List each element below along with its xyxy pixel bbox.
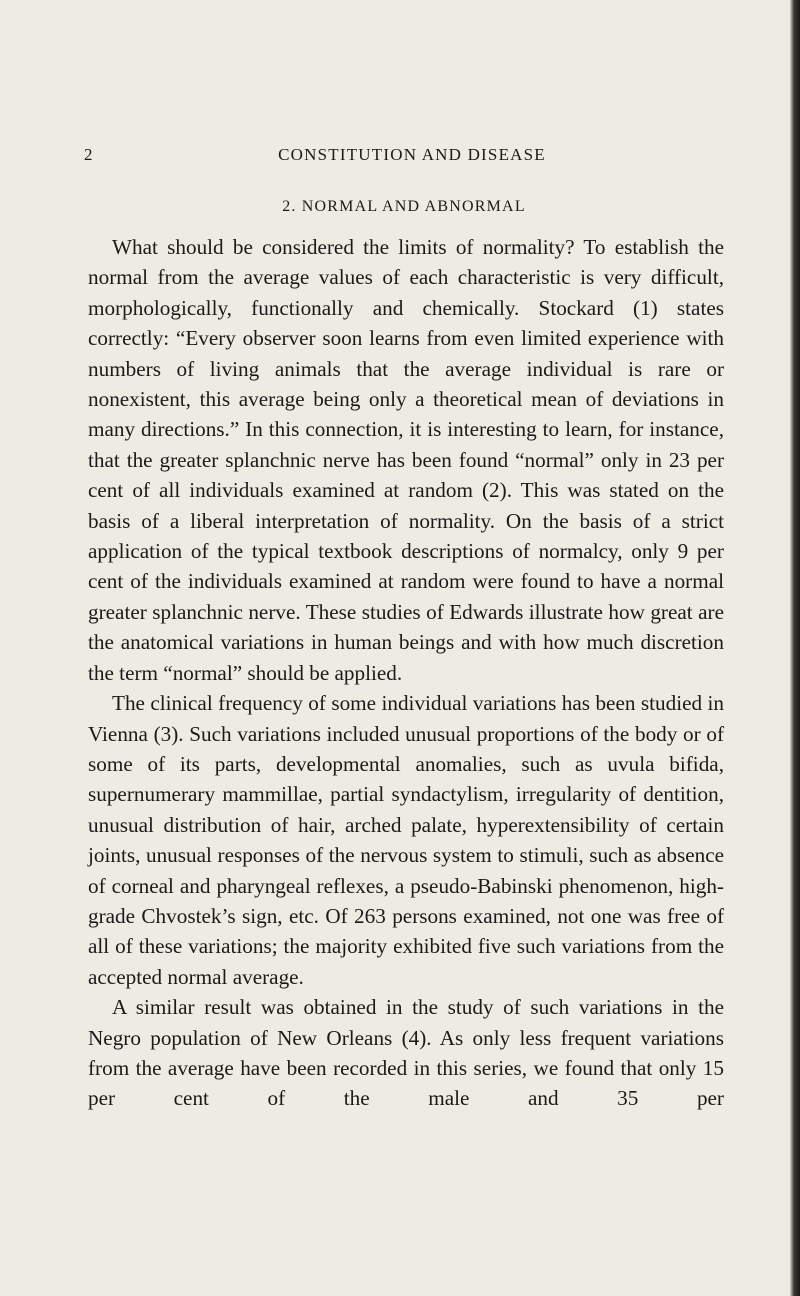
page-number: 2 [84, 145, 94, 164]
paragraph: The clinical frequency of some individual variations has been studied in Vienna (3). Such variations included unusual proportions of the body or of some of its parts, developmental anomalies, such as uvula bifida, supernumerary mammillae, partial syndactylism, irregularity of dentition, unusual distribution of hair, arched palate, hyperextensibility of certain joints, unusual responses of the nervous system to stimuli, such as absence of corneal and pharyngeal reflexes, a pseudo-Babinski phenomenon, high-grade Chvostek’s sign, etc. Of 263 persons examined, not one was free of all of these variations; the majority exhibited five such variations from the accepted normal average. [88, 691, 724, 989]
running-title: CONSTITUTION AND DISEASE [278, 145, 546, 164]
section-heading: 2. NORMAL AND ABNORMAL [282, 198, 526, 215]
body-text [88, 232, 724, 1114]
paragraph: What should be considered the limits of normality? To establish the normal from the average values of each characteristic is very difficult, morphologically, functionally and chemically. Stockard (1) states correctly: “Every observer soon learns from even limited experience with numbers of living animals that the average individual is rare or nonexistent, this average being only a theoretical mean of deviations in many directions.” In this connection, it is interesting to learn, for instance, that the greater splanchnic nerve has been found “normal” only in 23 per cent of all individuals examined at random (2). This was stated on the basis of a liberal interpretation of normality. On the basis of a strict application of the typical textbook descriptions of normalcy, only 9 per cent of the individuals examined at random were found to have a normal greater splanchnic nerve. These studies of Edwards illustrate how great are the anatomical variations in human beings and with how much discretion the term “normal” should be applied. [88, 235, 724, 685]
paragraph: A similar result was obtained in the study of such variations in the Negro population of New Orleans (4). As only less frequent variations from the average have been recorded in this series, we found that only 15 per cent of the male and 35 per [88, 995, 724, 1111]
running-head [84, 143, 724, 167]
page-binding-edge [790, 0, 800, 1296]
